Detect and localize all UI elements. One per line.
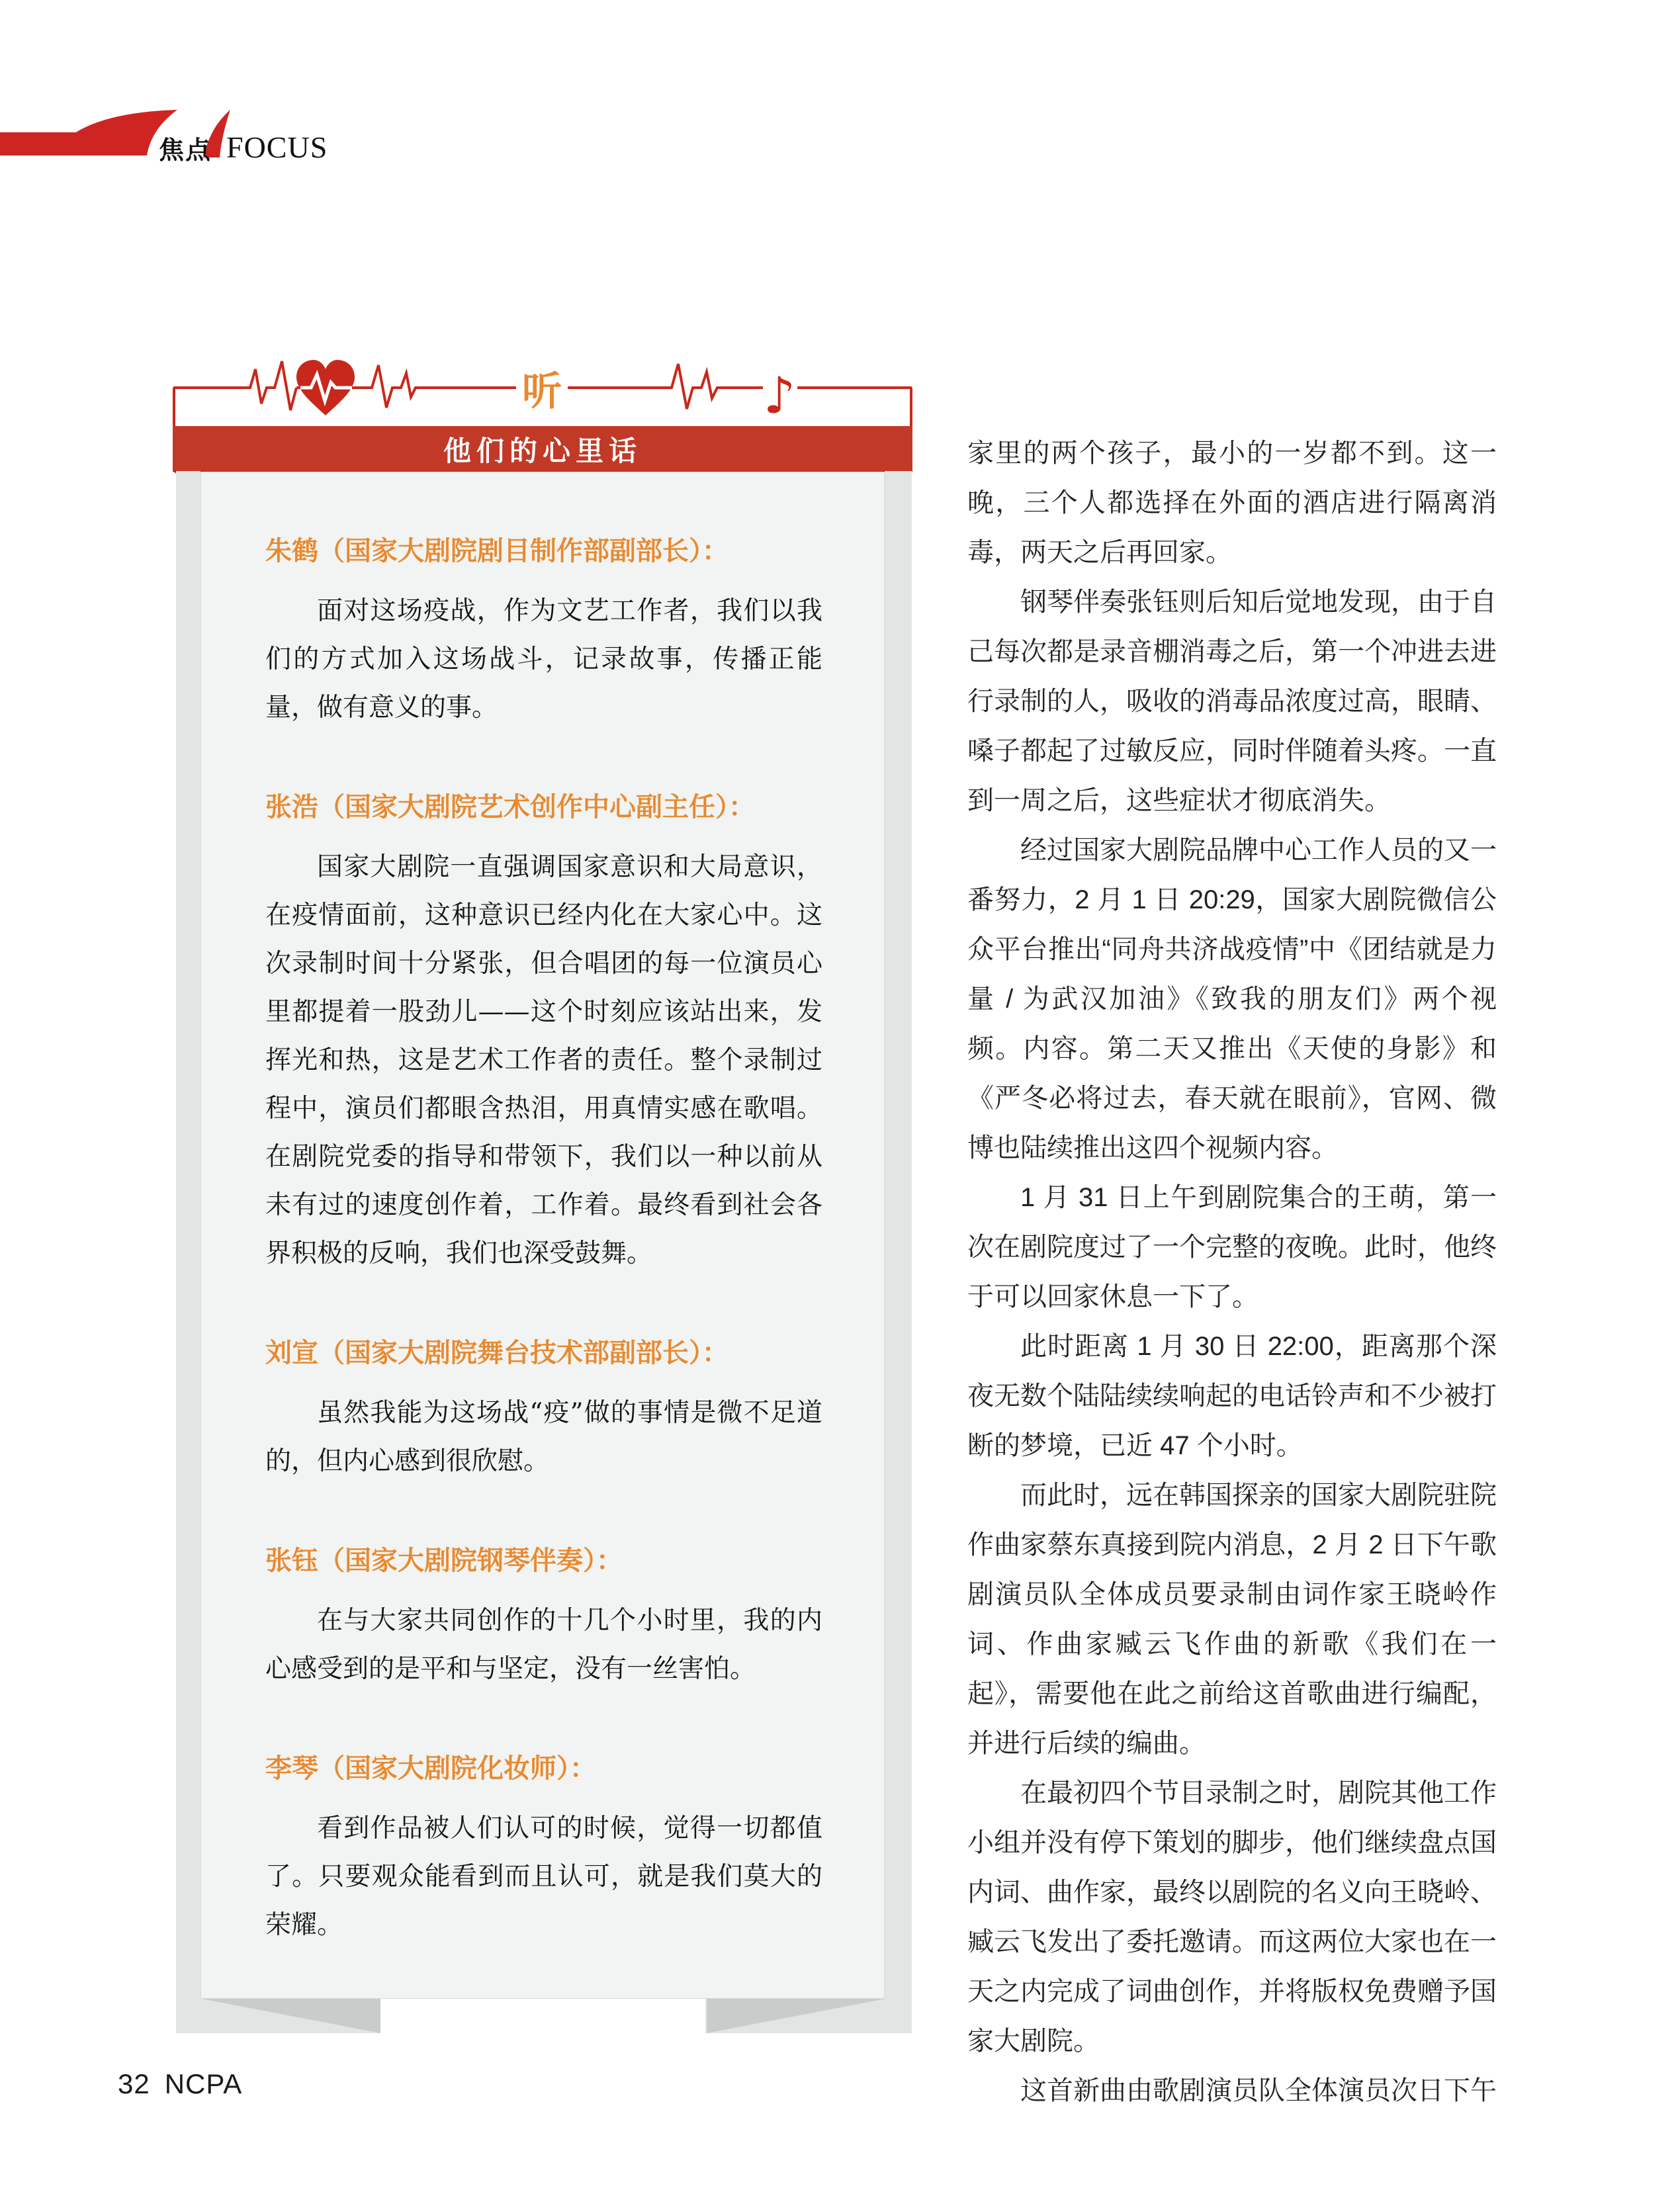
header-title-zh: 焦点: [159, 137, 212, 165]
ekg-zigzag-right: [664, 364, 723, 409]
quote-name: 张钰（国家大剧院钢琴伴奏）：: [265, 1546, 623, 1575]
quote-text: 看到作品被人们认可的时候，觉得一切都值了。只要观众能看到而且认可，就是我们莫大的荣耀。: [265, 1814, 822, 1940]
article-paragraph: 这首新曲由歌剧演员队全体演员次日下午: [1020, 2076, 1497, 2105]
quote-text: 国家大剧院一直强调国家意识和大局意识，在疫情面前，这种意识已经内化在大家心中。这次录制时间十分紧张，但合唱团的每一位演员心里都提着一股劲儿——这个时刻应该站出来，发挥光和热，这是艺术工作者的责任。整个录制过程中，演员们都眼含热泪，用真情实感在歌唱。在剧院党委的指导和带领下，我们以一种以前从未有过的速度创作着，工作着。最终看到社会各界积极的反响，我们也深受鼓舞。: [265, 852, 822, 1268]
quote-text: 在与大家共同创作的十几个小时里，我的内心感受到的是平和与坚定，没有一丝害怕。: [265, 1606, 822, 1684]
listen-label: 听: [522, 369, 562, 414]
page-footer: [118, 2068, 257, 2100]
quotes-card-content: [201, 472, 884, 1949]
ekg-zigzag-left: [242, 361, 296, 410]
card-back-panel-right: [885, 471, 912, 2033]
quote-name: 刘宣（国家大剧院舞台技术部副部长）：: [265, 1338, 729, 1368]
quote-text: 虽然我能为这场战“疫”做的事情是微不足道的，但内心感到很欣慰。: [265, 1398, 822, 1476]
card-banner-title: 他们的心里话: [443, 435, 642, 466]
article-paragraph: 在最初四个节目录制之时，剧院其他工作小组并没有停下策划的脚步，他们继续盘点国内词、曲作家，最终以剧院的名义向王晓岭、臧云飞发出了委托邀请。而这两位大家也在一天之内完成了词曲创作，并将版权免费赠予国家大剧院。: [967, 1778, 1497, 2056]
article-paragraph: 钢琴伴奏张钰则后知后觉地发现，由于自己每次都是录音棚消毒之后，第一个冲进去进行录制的人，吸收的消毒品浓度过高，眼睛、嗓子都起了过敏反应，同时伴随着头疼。一直到一周之后，这些症状才彻底消失。: [967, 588, 1497, 815]
article-paragraph: 1 月 31 日上午到剧院集合的王萌，第一次在剧院度过了一个完整的夜晚。此时，他终于可以回家休息一下了。: [967, 1183, 1497, 1311]
page-number: 32: [118, 2068, 150, 2099]
card-back-panel-left: [176, 471, 200, 2033]
quote-name: 李琴（国家大剧院化妆师）：: [265, 1754, 596, 1783]
article-paragraph: 此时距离 1 月 30 日 22:00，距离那个深夜无数个陆陆续续响起的电话铃声和不少被打断的梦境，已近 47 个小时。: [967, 1332, 1497, 1460]
quote-text: 面对这场疫战，作为文艺工作者，我们以我们的方式加入这场战斗，记录故事，传播正能量，做有意义的事。: [265, 596, 822, 722]
ekg-zigzag-left2: [364, 365, 423, 408]
ekg-decoration: [165, 357, 920, 437]
article-paragraph: 家里的两个孩子，最小的一岁都不到。这一晚，三个人都选择在外面的酒店进行隔离消毒，两天之后再回家。: [967, 439, 1497, 567]
brand-label: NCPA: [164, 2068, 243, 2099]
quotes-card: [200, 472, 885, 1999]
article-paragraph: 经过国家大剧院品牌中心工作人员的又一番努力，2 月 1 日 20:29，国家大剧院微信公众平台推出“同舟共济战疫情”中《团结就是力量 / 为武汉加油》《致我的朋友们》两个视频。内容。第二天又推出《天使的身影》和《严冬必将过去，春天就在眼前》，官网、微博也陆续推出这四个视频内容。: [967, 836, 1497, 1162]
quote-name: 朱鹤（国家大剧院剧目制作部副部长）：: [265, 537, 729, 566]
header-title-en: FOCUS: [226, 130, 328, 164]
music-note-icon: ♪: [763, 366, 796, 425]
article-column: [967, 429, 1497, 2116]
quote-name: 张浩（国家大剧院艺术创作中心副主任）：: [265, 793, 755, 822]
card-banner: [173, 426, 912, 472]
article-paragraph: 而此时，远在韩国探亲的国家大剧院驻院作曲家蔡东真接到院内消息，2 月 2 日下午歌剧演员队全体成员要录制由词作家王晓岭作词、作曲家臧云飞作曲的新歌《我们在一起》，需要他在此之前给这首歌曲进行编配，并进行后续的编曲。: [967, 1481, 1497, 1758]
